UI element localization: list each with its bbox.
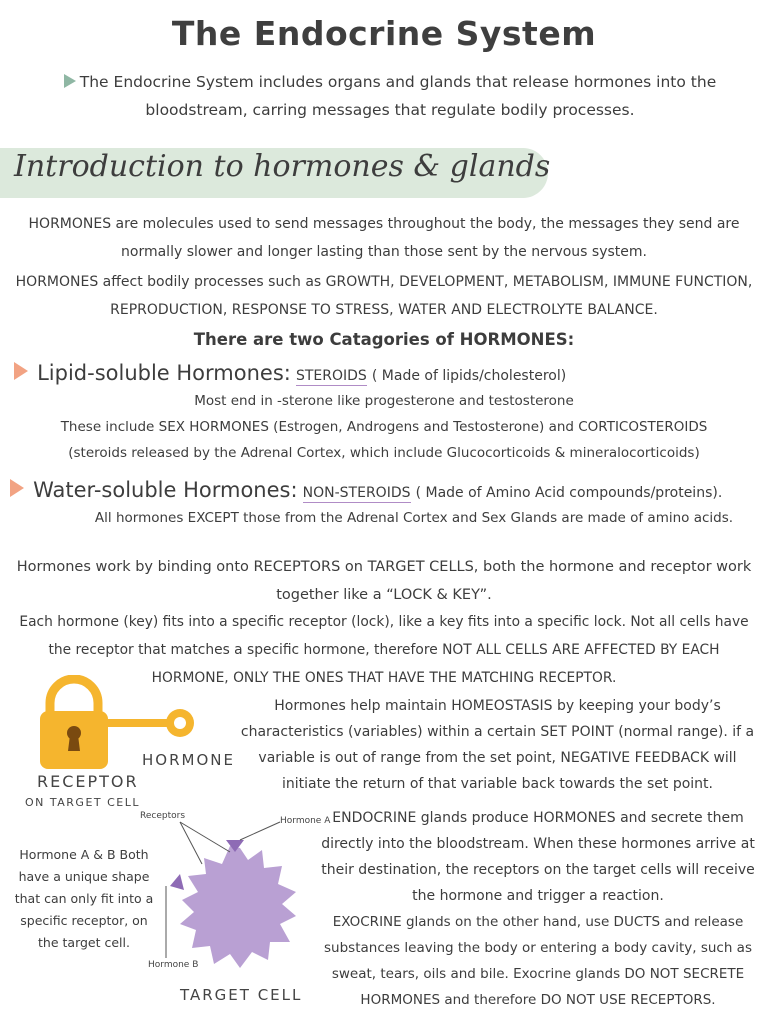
lipid-line-1: Most end in -sterone like progesterone and testosterone	[194, 393, 574, 409]
lipid-category	[14, 361, 566, 385]
triangle-bullet-icon	[14, 362, 28, 380]
lipid-type: STEROIDS	[295, 368, 367, 384]
water-name: Water-soluble Hormones:	[33, 478, 298, 502]
lipid-line-3: (steroids released by the Adrenal Cortex, which include Glucocorticoids & mineralocorticoids)	[68, 445, 700, 461]
lipid-line-2: These include SEX HORMONES (Estrogen, Androgens and Testosterone) and CORTICOSTEROIDS	[60, 419, 708, 435]
hormones-definition: HORMONES are molecules used to send messages throughout the body, the messages they send are normally slower and longer lasting than those sent by the nervous system.	[28, 216, 740, 260]
water-type: NON-STEROIDS	[302, 485, 411, 501]
lock-key-text: Hormones work by binding onto RECEPTORS on TARGET CELLS, both the hormone and receptor work together like a “LOCK & KEY”.	[16, 559, 752, 603]
intro-text: The Endocrine System includes organs and glands that release hormones into the bloodstream, carring messages that regulate bodily processes.	[40, 68, 740, 124]
receptors-label: Receptors	[140, 811, 186, 821]
lipid-desc: ( Made of lipids/cholesterol)	[371, 368, 567, 384]
section-heading: Introduction to hormones & glands	[14, 149, 551, 184]
water-line-1: All hormones EXCEPT those from the Adrenal Cortex and Sex Glands are made of amino acids.	[94, 510, 734, 526]
hormone-label: HORMONE	[142, 751, 235, 769]
categories-heading: There are two Catagories of HORMONES:	[193, 330, 575, 349]
receptor-explanation: Each hormone (key) fits into a specific receptor (lock), like a key fits into a specific lock. Not all cells have the receptor that matches a specific hormone, therefore NOT ALL CELLS ARE AFFECTED BY EACH HORMONE, ONLY THE ONES THAT HAVE THE MATCHING RECEPTOR.	[19, 614, 749, 686]
hormones-effects: HORMONES affect bodily processes such as GROWTH, DEVELOPMENT, METABOLISM, IMMUNE FUNCTION, REPRODUCTION, RESPONSE TO STRESS, WATER AND ELECTROLYTE BALANCE.	[15, 274, 753, 318]
receptor-sub-label: ON TARGET CELL	[25, 796, 140, 809]
endocrine-text: ENDOCRINE glands produce HORMONES and secrete them directly into the bloodstream. When these hormones arrive at their destination, the receptors on the target cells will receive the hormone and trigger a reaction.	[321, 810, 755, 904]
triangle-bullet-icon	[64, 74, 76, 88]
lipid-name: Lipid-soluble Hormones:	[37, 361, 291, 385]
water-desc: ( Made of Amino Acid compounds/proteins).	[415, 485, 723, 501]
key-icon	[90, 709, 194, 737]
cell-diagram-note: Hormone A & B Both have a unique shape that can only fit into a specific receptor, on the target cell.	[14, 847, 154, 950]
target-cell-icon	[180, 846, 296, 968]
exocrine-text: EXOCRINE glands on the other hand, use DUCTS and release substances leaving the body or entering a body cavity, such as sweat, tears, oils and bile. Exocrine glands DO NOT SECRETE HORMONES and therefore DO NOT USE RECEPTORS.	[324, 914, 752, 1008]
hormone-a-label: Hormone A	[280, 816, 331, 826]
triangle-bullet-icon	[10, 479, 24, 497]
page-title: The Endocrine System	[171, 14, 597, 53]
target-cell-label: TARGET CELL	[180, 986, 303, 1004]
hormone-b-shape	[170, 874, 184, 890]
receptor-label: RECEPTOR	[37, 772, 139, 791]
hormone-a-pointer-line	[240, 822, 280, 840]
water-category	[10, 478, 722, 502]
hormone-b-label: Hormone B	[148, 960, 199, 970]
homeostasis-text: Hormones help maintain HOMEOSTASIS by keeping your body’s characteristics (variables) within a certain SET POINT (normal range). if a variable is out of range from the set point, NEGATIVE FEEDBACK will initiate the return of that variable back towards the set point.	[240, 698, 755, 792]
